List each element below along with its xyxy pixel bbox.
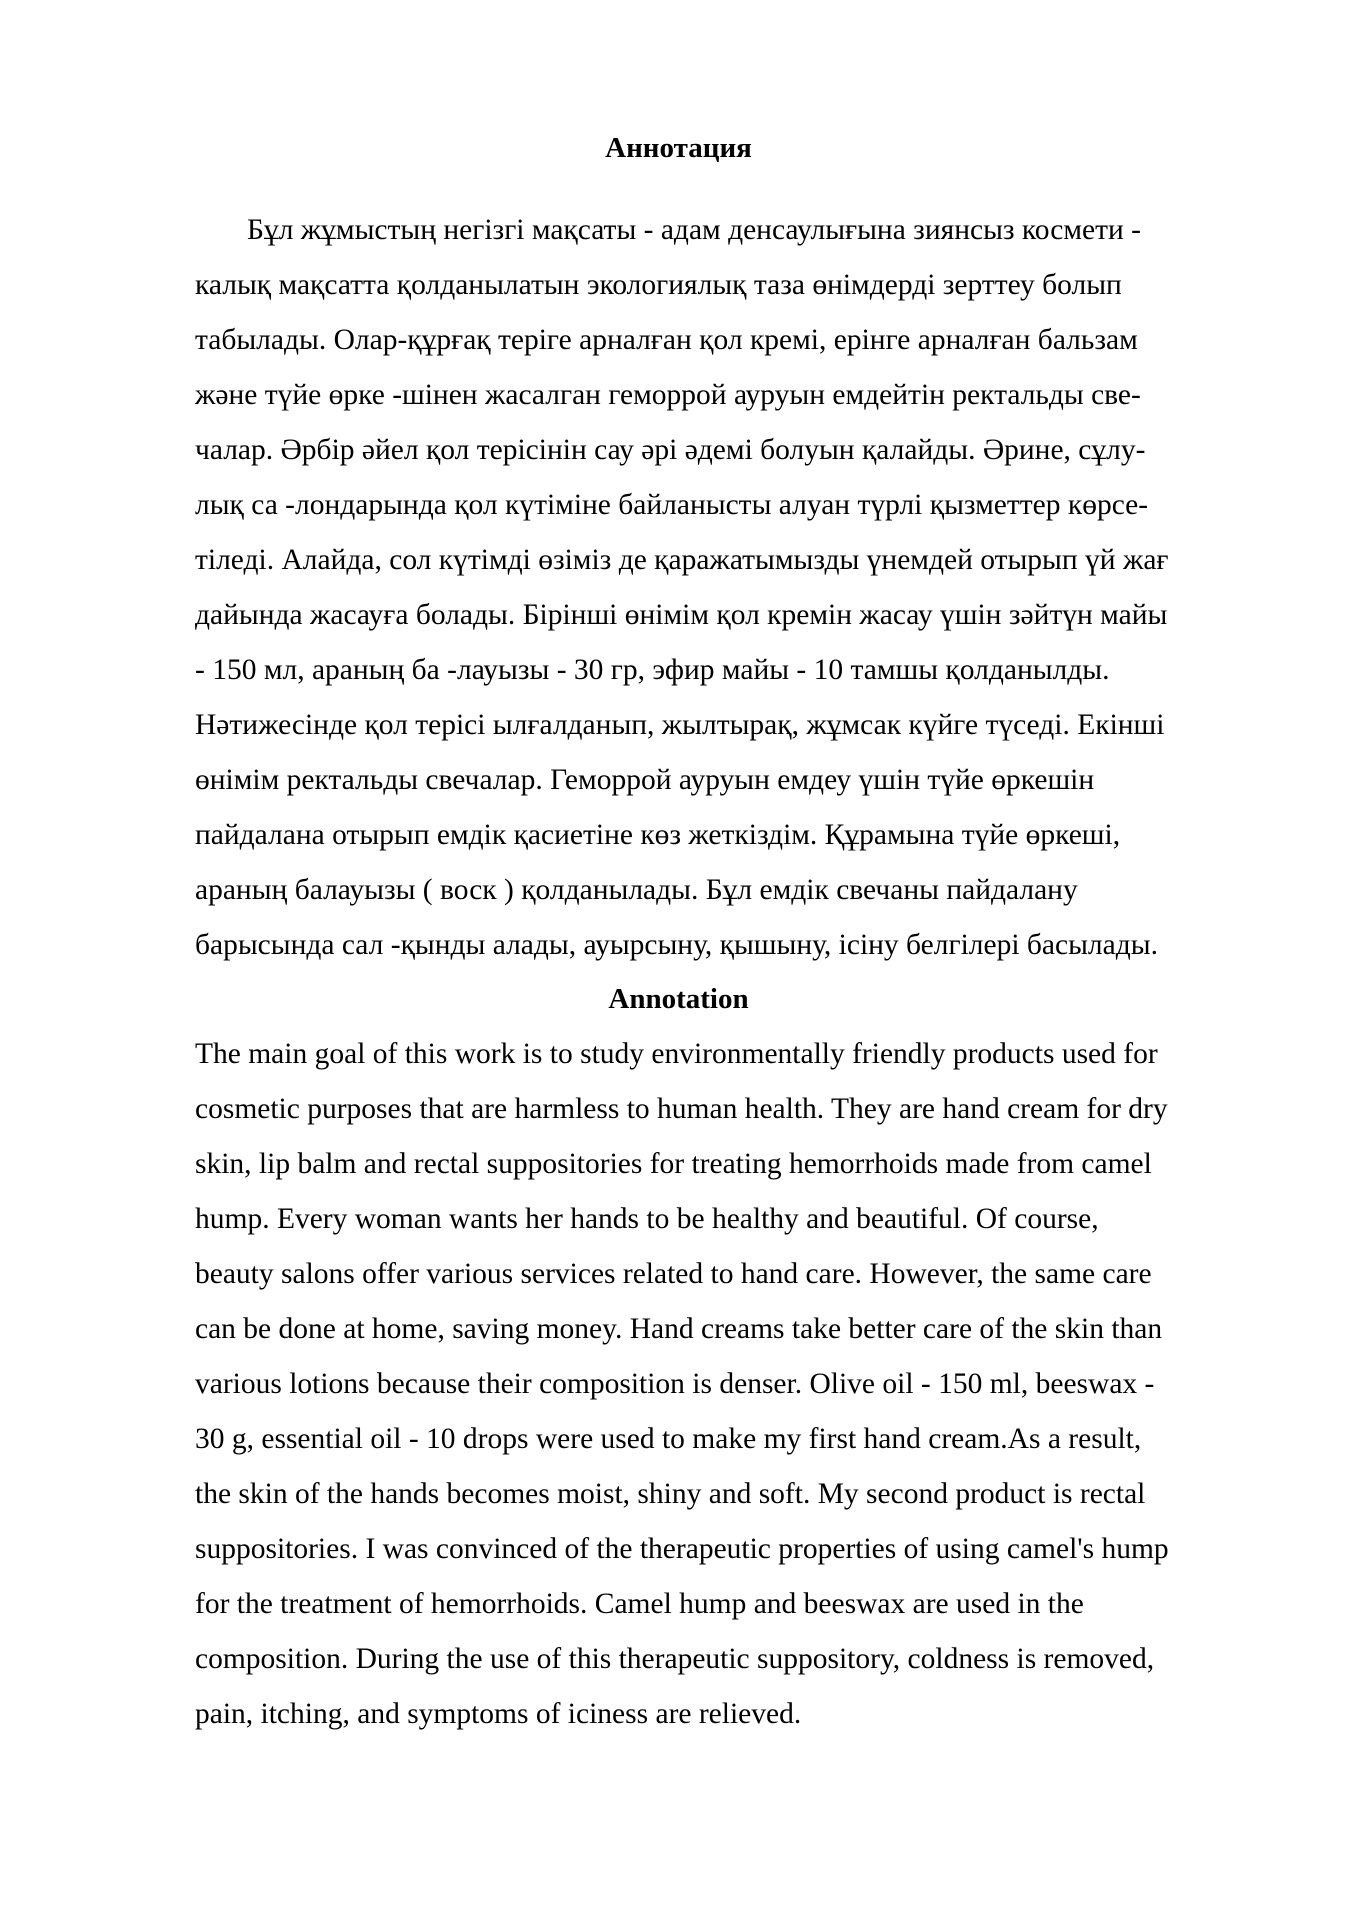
- kazakh-text-line: Бұл жұмыстың негізгі мақсаты - адам денсаулығына зиянсыз космети -: [247, 214, 1141, 246]
- english-text-line: skin, lip balm and rectal suppositories for treating hemorrhoids made from camel: [195, 1148, 1152, 1180]
- kazakh-text-line: Нәтижесінде қол терісі ылғалданып, жылтырақ, жұмсак күйге түседі. Екінші: [195, 709, 1165, 741]
- english-text-line: beauty salons offer various services related to hand care. However, the same care: [195, 1258, 1152, 1290]
- english-text-line: pain, itching, and symptoms of iciness are relieved.: [195, 1698, 802, 1730]
- kazakh-text-line: және түйе өрке -шінен жасалган геморрой ауруын емдейтін ректальды све-: [195, 379, 1141, 411]
- kazakh-annotation-title: Аннотация: [605, 132, 752, 164]
- english-text-line: The main goal of this work is to study environmentally friendly products used for: [195, 1038, 1158, 1070]
- kazakh-text-line: барысында сал -қынды алады, ауырсыну, қышыну, ісіну белгілері басылады.: [195, 929, 1158, 961]
- kazakh-text-line: тіледі. Алайда, сол күтімді өзіміз де қаражатымызды үнемдей отырып үй жағ: [195, 544, 1169, 576]
- kazakh-text-line: табылады. Олар-құрғақ теріге арналған қол кремі, ерінге арналған бальзам: [195, 324, 1138, 356]
- kazakh-text-line: өнімім ректальды свечалар. Геморрой ауруын емдеу үшін түйе өркешін: [195, 764, 1095, 796]
- kazakh-text-line: пайдалана отырып емдік қасиетіне көз жеткіздім. Құрамына түйе өркеші,: [195, 819, 1121, 851]
- kazakh-text-line: - 150 мл, араның ба -лауызы - 30 гр, эфир майы - 10 тамшы қолданылды.: [195, 654, 1110, 686]
- english-text-line: 30 g, essential oil - 10 drops were used to make my first hand cream.As a result,: [195, 1423, 1142, 1455]
- english-annotation-title: Annotation: [608, 983, 749, 1015]
- english-text-line: the skin of the hands becomes moist, shiny and soft. My second product is rectal: [195, 1478, 1146, 1510]
- kazakh-text-line: лық са -лондарында қол күтіміне байланысты алуан түрлі қызметтер көрсе-: [195, 489, 1149, 521]
- english-text-line: suppositories. I was convinced of the therapeutic properties of using camel's hump: [195, 1533, 1169, 1565]
- kazakh-text-line: араның балауызы ( воск ) қолданылады. Бұл емдік свечаны пайдалану: [195, 874, 1078, 906]
- english-text-line: can be done at home, saving money. Hand creams take better care of the skin than: [195, 1313, 1163, 1345]
- kazakh-text-line: калық мақсатта қолданылатын экологиялық таза өнімдерді зерттеу болып: [195, 269, 1122, 301]
- english-text-line: composition. During the use of this therapeutic suppository, coldness is removed,: [195, 1643, 1155, 1675]
- english-text-line: cosmetic purposes that are harmless to human health. They are hand cream for dry: [195, 1093, 1168, 1125]
- kazakh-text-line: чалар. Әрбір әйел қол терісінін сау әрі әдемі болуын қалайды. Әрине, сұлу-: [195, 434, 1146, 466]
- kazakh-text-line: дайында жасауға болады. Бірінші өнімім қол кремін жасау үшін зәйтүн майы: [195, 599, 1168, 631]
- english-text-line: various lotions because their composition is denser. Olive oil - 150 ml, beeswax -: [195, 1368, 1155, 1400]
- english-text-line: hump. Every woman wants her hands to be healthy and beautiful. Of course,: [195, 1203, 1099, 1235]
- english-text-line: for the treatment of hemorrhoids. Camel hump and beeswax are used in the: [195, 1588, 1084, 1620]
